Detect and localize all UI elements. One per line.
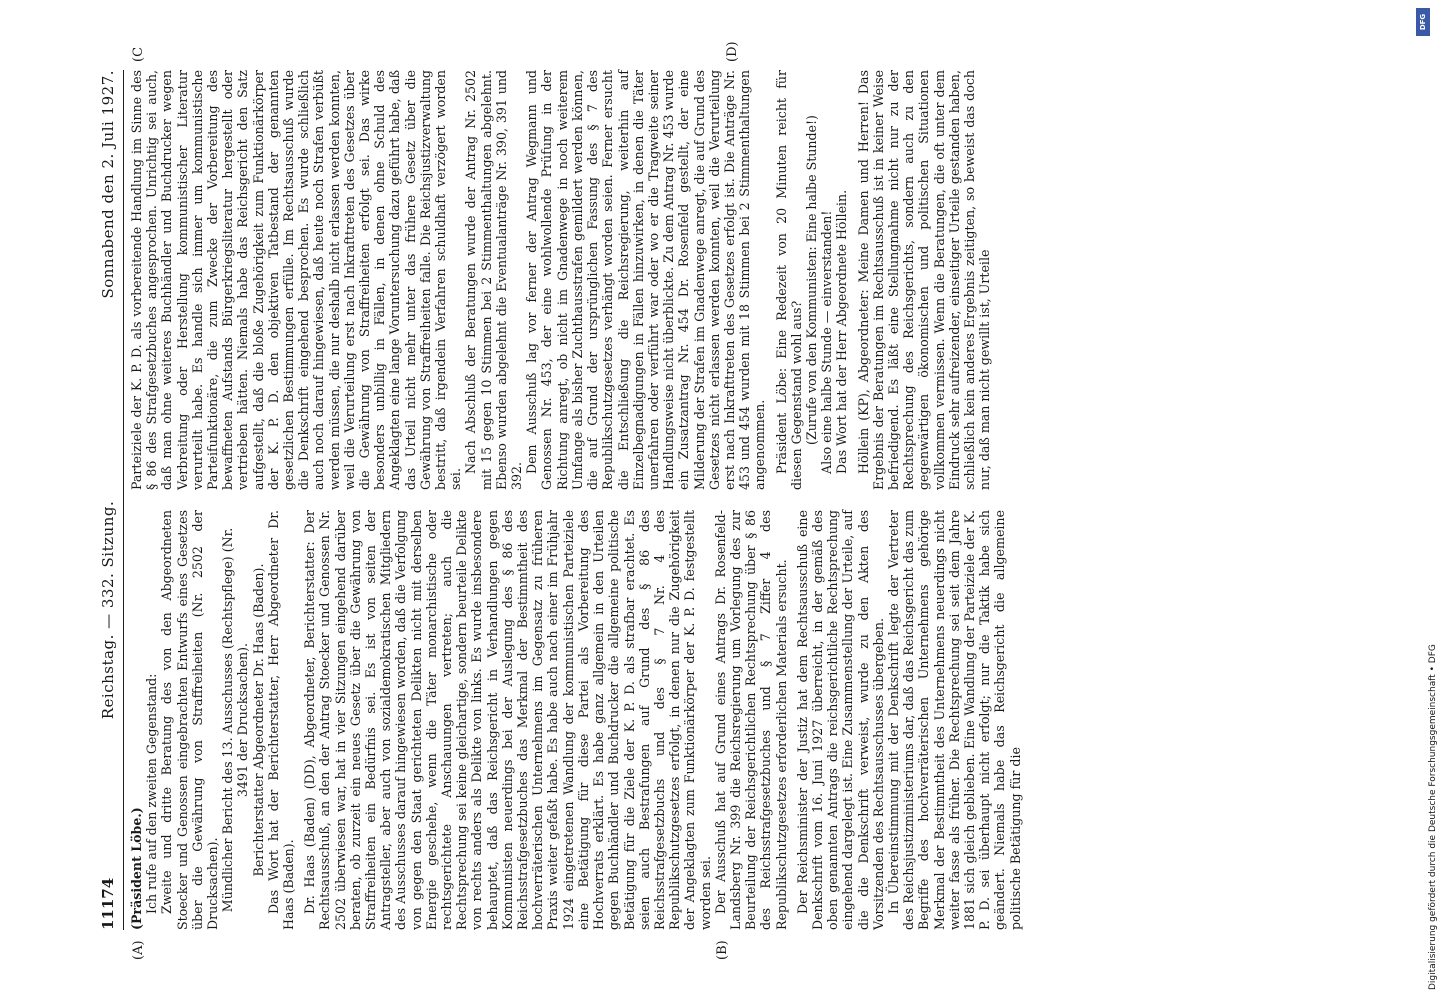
paragraph: Der Reichsminister der Justiz hat dem Rechtsausschuß eine Denkschrift vom 16. Juni 1927 überreicht, in der gemäß des oben genannten Antrags die reichsgerichtliche Rechtsprechung eingehend dargelegt ist. Eine Zusammenstellung der Urteile, auf die die Denkschrift verweist, wurde zu den Akten des Vorsitzenden des Rechtsausschusses übergeben. xyxy=(794,510,886,930)
paragraph: Höllein (KP), Abgeordneter: Meine Damen und Herren! Das Ergebnis der Beratungen im Rechtsausschuß ist in keiner Weise befriedigend. Es läßt eine Stellungnahme nicht nur zu der Rechtsprechung des Reichsgerichts, sondern auch zu den gegenwärtigen ökonomischen und politischen Situationen vollkommen vermissen. Wenn die Beratungen, die oft unter dem Eindruck sehr aufreizender, einseitiger Urteile gestanden haben, schließlich kein anderes Ergebnis zeitigten, so beweist das doch nur, daß man nicht gewillt ist, Urteile xyxy=(855,70,993,490)
paragraph: Präsident Löbe: Eine Redezeit von 20 Minuten reicht für diesen Gegenstand wohl aus? xyxy=(773,70,804,490)
paragraph: In Übereinstimmung mit der Denkschrift legte der Vertreter des Reichsjustizministeriums dar, daß das Reichsgericht das zum Begriffe des hochverräterischen Unternehmens gehörige Merkmal der Bestimmtheit des Unternehmens neuerdings nicht weiter fasse als früher. Die Rechtsprechung sei seit dem Jahre 1881 sich gleich geblieben. Eine Wandlung der Parteiziele der K. P. D. sei überhaupt nicht erfolgt; nur die Taktik habe sich geändert. Niemals habe das Reichsgericht die allgemeine politische Betätigung für die xyxy=(885,510,1023,930)
agenda-item: Zweite und dritte Beratung des von den Abgeordneten Stoecker und Genossen eingebrachten Entwurfs eines Gesetzes über die Gewährung von Straffreiheiten (Nr. 2502 der Drucksachen). xyxy=(159,510,221,930)
page-number: 11174 xyxy=(99,877,117,930)
session-title: Reichstag. — 332. Sitzung. xyxy=(99,500,117,720)
paragraph: Dr. Haas (Baden) (DD), Abgeordneter, Berichterstatter: Der Rechtsausschuß, an den der Antrag Stoecker und Genossen Nr. 2502 überwiesen war, hat in vier Sitzungen eingehend darüber beraten, ob zurzeit ein neues Gesetz über die Gewährung von Straffreiheiten ein Bedürfnis sei. Es ist von seiten der Antragsteller, aber auch von sozialdemokratischen Mitgliedern des Ausschusses darauf hingewiesen worden, daß die Verfolgung von gegen den Staat gerichteten Delikten nicht mit derselben Energie geschehe, wenn die Täter monarchistische oder rechtsgerichtete Anschauungen vertreten; auch die Rechtsprechung sei keine gleichartige, sondern beurteile Delikte von rechts anders als Delikte von links. Es wurde insbesondere behauptet, daß das Reichsgericht in Verhandlungen gegen Kommunisten neuerdings bei der Auslegung des § 86 des Reichsstrafgesetzbuches das Merkmal der Bestimmtheit des hochverräterischen Unternehmens im Gegensatz zu früheren Praxis weiter gefaßt habe. Es habe auch nach einer im Frühjahr 1924 eingetretenen Wandlung der kommunistischen Parteiziele eine Betätigung für diese Partei als Vorbereitung des Hochverrats erklärt. Es habe ganz allgemein in den Urteilen gegen Buchhändler und Buchdrucker die allgemeine politische Betätigung für die Ziele der K. P. D. als strafbar erachtet. Es seien auch Bestrafungen auf Grund des § 86 des Reichsstrafgesetzbuchs und des § 7 Nr. 4 des Republikschutzgesetzes erfolgt, in denen nur die Zugehörigkeit der Angeklagten zum Funktionärkörper der K. P. D. festgestellt worden sei. xyxy=(302,510,713,930)
margin-mark-d: (D) xyxy=(725,41,740,62)
interjection: (Zurufe von den Kommunisten: Eine halbe Stunde!) xyxy=(803,115,819,445)
credit-text: Digitalisierung gefördert durch die Deutsche Forschungsgemeinschaft • DFG xyxy=(1428,644,1438,990)
margin-mark-b: (B) xyxy=(715,940,730,960)
paragraph: Also eine halbe Stunde — einverstanden! xyxy=(819,210,835,474)
paragraph: Nach Abschluß der Beratungen wurde der Antrag Nr. 2502 mit 15 gegen 10 Stimmen bei 2 Stimmenthaltungen abgelehnt. Ebenso wurden abgelehnt die Eventualanträge Nr. 390, 391 und 392. xyxy=(463,70,525,490)
digitization-credit xyxy=(1410,10,1438,990)
rotated-page xyxy=(95,41,1310,960)
left-column xyxy=(129,510,1023,930)
session-date: Sonnabend den 2. Juli 1927. xyxy=(99,70,117,299)
margin-mark-a: (A) xyxy=(131,940,146,960)
paragraph: Das Wort hat der Berichterstatter, Herr Abgeordneter Dr. Haas (Baden). xyxy=(265,510,297,930)
paragraph: Ich rufe auf den zweiten Gegenstand: xyxy=(144,673,160,914)
speaker-note: (Präsident Löbe.) xyxy=(129,807,144,930)
dfg-logo: DFG xyxy=(1416,8,1430,36)
margin-mark-c: (C xyxy=(131,46,146,62)
paragraph: Parteiziele der K. P. D. als vorbereitende Handlung im Sinne des § 86 des Strafgesetzbuches angesprochen. Unrichtig sei auch, daß man ohne weiteres Buchhändler und Buchdrucker wegen Verbreitung oder Herstellung kommunistischer Literatur verurteilt habe. Es handle sich immer um kommunistische Parteifunktionäre, die zum Zwecke der Vorbereitung des bewaffneten Aufstands Bürgerkriegsliteratur hergestellt oder vertrieben hätten. Niemals habe das Reichsgericht den Satz aufgestellt, daß die bloße Zugehörigkeit zum Funktionärkörper der K. P. D. den objektiven Tatbestand der genannten gesetzlichen Bestimmungen erfülle. Im Rechtsausschuß wurde die Denkschrift eingehend besprochen. Es wurde schließlich auch noch darauf hingewiesen, daß heute noch Strafen verbüßt werden müssen, die nur deshalb nicht erlassen werden konnten, weil die Verurteilung erst nach Inkrafttreten des Gesetzes über die Gewährung von Straffreiheiten erfolgt sei. Das wirke besonders unbillig in Fällen, in denen ohne Schuld des Angeklagten eine lange Voruntersuchung dazu geführt habe, daß das Urteil nicht mehr unter das frühere Gesetz über die Gewährung von Straffreiheiten falle. Die Reichsjustizverwaltung bestritt, daß irgendein Verfahren schuldhaft verzögert worden sei. xyxy=(129,70,464,490)
paragraph: Der Ausschuß hat auf Grund eines Antrags Dr. Rosenfeld-Landsberg Nr. 399 die Reichsregierung um Vorlegung des zur Beurteilung der Reichsgerichtlichen Rechtsprechung über § 86 des Reichsstrafgesetzbuches und § 7 Ziffer 4 des Republikschutzgesetzes erforderlichen Materials ersucht. xyxy=(712,510,789,930)
page-header xyxy=(95,70,121,930)
paragraph: Das Wort hat der Herr Abgeordnete Höllein. xyxy=(834,189,850,474)
report-note: Mündlicher Bericht des 13. Ausschusses (Rechtspflege) (Nr. 3491 der Drucksachen). xyxy=(220,527,251,913)
paragraph: Dem Ausschuß lag vor ferner der Antrag Wegmann und Genossen Nr. 453, der eine wohlwollende Prüfung in der Richtung anregt, ob nicht im Gnadenwege in noch weiterem Umfange als bisher Zuchthausstrafen gemildert werden können, die auf Grund der ursprünglichen Fassung des § 7 des Republikschutzgesetzes verhängt worden seien. Ferner ersucht die Entschließung die Reichsregierung, weiterhin auf Einzelbegnadigungen in Fällen hinzuwirken, in denen die Täter unerfahren oder verführt war oder wo er die Tragweite seiner Handlungsweise nicht überblickte. Zu dem Antrag Nr. 453 wurde ein Zusatzantrag Nr. 454 Dr. Rosenfeld gestellt, der eine Milderung der Strafen im Gnadenwege anregt, die auf Grund des Gesetzes nicht erlassen werden konnten, weil die Verurteilung erst nach Inkrafttreten des Gesetzes erfolgt ist. Die Anträge Nr. 453 und 454 wurden mit 18 Stimmen bei 2 Stimmenthaltungen angenommen. xyxy=(524,70,768,490)
right-column xyxy=(129,70,992,490)
header-rule xyxy=(123,70,124,930)
rapporteur-note: Berichterstatter Abgeordneter Dr. Haas (Baden). xyxy=(250,563,266,877)
